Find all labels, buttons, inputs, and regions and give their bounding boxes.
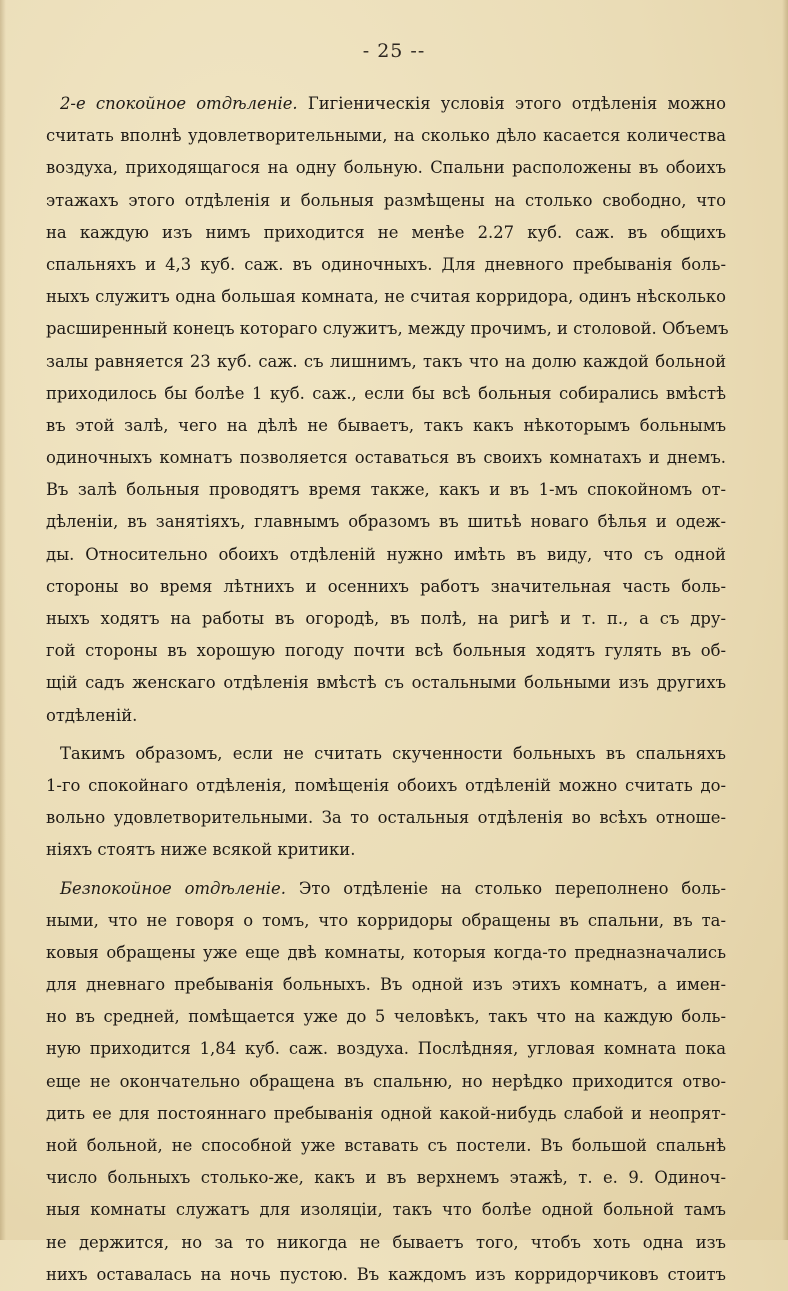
text-line: Такимъ образомъ, если не считать скученности больныхъ въ спальняхъ [60, 743, 726, 763]
text-line: считать вполнѣ удовлетворительными, на сколько дѣло касается количества [46, 126, 726, 146]
text-line: нiяхъ стоятъ ниже всякой критики. [46, 840, 356, 860]
text-line: еще не окончательно обращена въ спальню, но нерѣдко приходится отво- [46, 1071, 726, 1091]
text-line: залы равняется 23 куб. саж. съ лишнимъ, такъ что на долю каждой больной [46, 351, 726, 371]
text-line: ной больной, не способной уже вставать съ постели. Въ большой спальнѣ [46, 1136, 726, 1155]
text-line: гой стороны въ хорошую погоду почти всѣ больныя ходятъ гулять въ об- [46, 641, 726, 661]
text-line: 2-е спокойное отдѣленiе. Гигiеническiя условiя этого отдѣленiя можно [60, 94, 726, 113]
text-line: спальняхъ и 4,3 куб. саж. въ одиночныхъ. Для дневного пребыванiя боль- [46, 254, 726, 274]
section-heading: 2-е спокойное отдѣленiе. [60, 94, 298, 113]
text-line: Безпокойное отдѣленiе. Это отдѣленiе на столько переполнено боль- [60, 878, 726, 898]
section-heading: Безпокойное отдѣленiе. [60, 878, 286, 898]
text-line: дить ее для постояннаго пребыванiя одной какой-нибудь слабой и неопрят- [46, 1103, 726, 1123]
text-line: воздуха, приходящагося на одну больную. Спальни расположены въ обоихъ [46, 158, 726, 178]
text-line: на каждую изъ нимъ приходится не менѣе 2.27 куб. саж. въ общихъ [46, 222, 726, 242]
page-number: - 25 -- [362, 40, 426, 62]
text-line: ныя комнаты служатъ для изоляцiи, такъ что болѣе одной больной тамъ [46, 1200, 726, 1220]
text-line: нихъ оставалась на ночь пустою. Въ каждомъ изъ корридорчиковъ стоитъ [46, 1264, 726, 1284]
text-line: стороны во время лѣтнихъ и осеннихъ работъ значительная часть боль- [46, 576, 726, 596]
text-line: Въ залѣ больныя проводятъ время также, какъ и въ 1-мъ спокойномъ от- [46, 480, 726, 500]
text-line: ныхъ ходятъ на работы въ огородѣ, въ полѣ, на ригѣ и т. п., а съ дру- [46, 609, 726, 628]
text-line: щiй садъ женскаго отдѣленiя вмѣстѣ съ остальными больными изъ другихъ [46, 673, 726, 693]
page-edge-right [782, 0, 788, 1240]
text-line: ными, что не говоря о томъ, что корридоры обращены въ спальни, въ та- [46, 910, 726, 930]
text-line: 1-го спокойнаго отдѣленiя, помѣщенiя обоихъ отдѣленiй можно считать до- [46, 775, 726, 795]
text-line: для дневнаго пребыванiя больныхъ. Въ одной изъ этихъ комнатъ, а имен- [46, 975, 726, 995]
page-edge-left [0, 0, 6, 1240]
text-line: расширенный конецъ котораго служитъ, между прочимъ, и столовой. Объемъ [46, 319, 729, 339]
text-line: ную приходится 1,84 куб. саж. воздуха. Послѣдняя, угловая комната пока [46, 1039, 726, 1059]
text-line: ды. Относительно обоихъ отдѣленiй нужно имѣть въ виду, что съ одной [46, 544, 726, 564]
body-text [46, 88, 729, 1291]
text-line: этажахъ этого отдѣленiя и больныя размѣщены на столько свободно, что [46, 190, 726, 210]
text-line: число больныхъ столько-же, какъ и въ верхнемъ этажѣ, т. е. 9. Одиноч- [46, 1168, 726, 1188]
text-line: ныхъ служитъ одна большая комната, не считая корридора, одинъ нѣсколько [46, 287, 726, 307]
text-line: въ этой залѣ, чего на дѣлѣ не бываетъ, такъ какъ нѣкоторымъ больнымъ [46, 415, 726, 435]
text-line: ковыя обращены уже еще двѣ комнаты, которыя когда-то предназначались [46, 942, 726, 962]
text-line: не держится, но за то никогда не бываетъ того, чтобъ хоть одна изъ [46, 1232, 726, 1252]
text-line: одиночныхъ комнатъ позволяется оставаться въ своихъ комнатахъ и днемъ. [46, 448, 726, 468]
text-line: вольно удовлетворительными. За то остальныя отдѣленiя во всѣхъ отноше- [46, 808, 726, 828]
text-line: но въ средней, помѣщается уже до 5 человѣкъ, такъ что на каждую боль- [46, 1007, 726, 1027]
text-line: дѣленiи, въ занятiяхъ, главнымъ образомъ въ шитьѣ новаго бѣлья и одеж- [46, 512, 726, 532]
text-line: приходилось бы болѣе 1 куб. саж., если бы всѣ больныя собирались вмѣстѣ [46, 383, 726, 403]
text-line: отдѣленiй. [46, 705, 138, 725]
